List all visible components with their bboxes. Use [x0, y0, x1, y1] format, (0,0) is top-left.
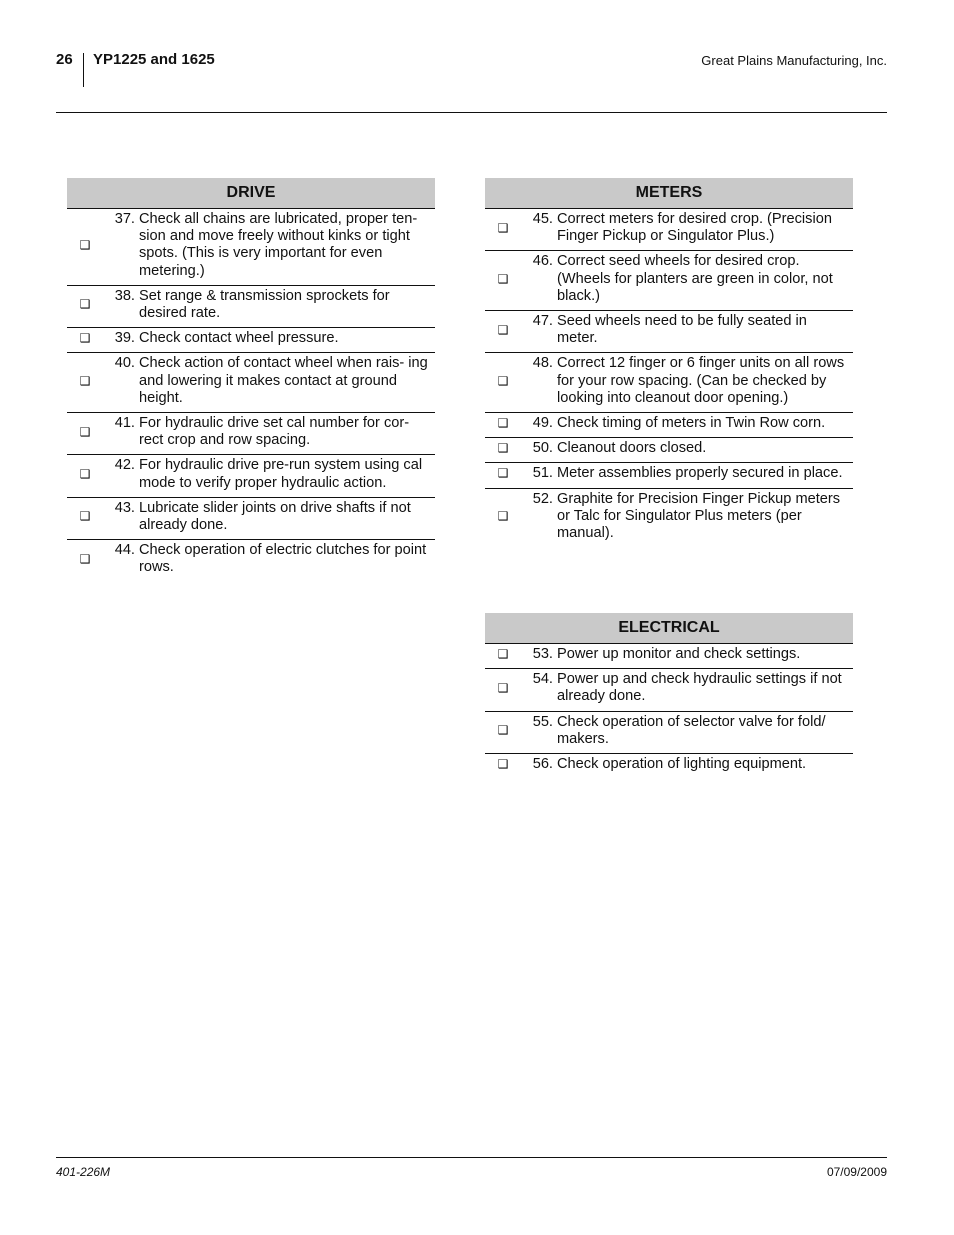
checklist-item [67, 328, 435, 353]
item-number: 46. [532, 253, 553, 270]
item-text: Correct meters for desired crop. (Precision Finger Pickup or Singulator Plus.) [557, 211, 832, 245]
item-text: Meter assemblies properly secured in place. [557, 465, 843, 482]
checklist-item [67, 413, 435, 455]
checkbox-icon[interactable]: ❑ [497, 680, 509, 695]
checkbox-icon[interactable]: ❑ [79, 237, 91, 252]
item-text: Check operation of lighting equipment. [557, 756, 807, 773]
checkbox-icon[interactable]: ❑ [79, 467, 91, 482]
item-text: Correct 12 finger or 6 finger units on all rows for your row spacing. (Can be checked by looking into cleanout door opening.) [557, 355, 845, 406]
checklist-item [67, 498, 435, 540]
item-number: 51. [532, 465, 553, 482]
checkbox-icon[interactable]: ❑ [79, 331, 91, 346]
item-text: For hydraulic drive set cal number for cor- rect crop and row spacing. [139, 415, 410, 449]
meters-checklist [485, 178, 853, 547]
checklist-item [485, 489, 853, 548]
item-number: 43. [114, 499, 135, 516]
header-rule [56, 112, 887, 113]
item-text: Cleanout doors closed. [557, 440, 707, 457]
item-number: 45. [532, 211, 553, 227]
checklist-item [67, 209, 435, 286]
footer-rule [56, 1157, 887, 1158]
item-number: 52. [532, 490, 553, 507]
electrical-checklist [485, 613, 853, 778]
item-text: Check operation of selector valve for fold/ makers. [557, 713, 826, 747]
checklist-item [485, 353, 853, 413]
checklist-item [485, 644, 853, 669]
checkbox-icon[interactable]: ❑ [497, 647, 509, 661]
item-number: 49. [532, 415, 553, 432]
page-number: 26 [56, 51, 73, 68]
item-text: For hydraulic drive pre-run system using cal mode to verify proper hydraulic action. [139, 457, 423, 491]
item-text: Check action of contact wheel when rais- ing and lowering it makes contact at ground height. [139, 355, 428, 406]
item-number: 54. [532, 671, 553, 688]
item-text: Power up monitor and check settings. [557, 646, 801, 662]
checkbox-icon[interactable]: ❑ [79, 509, 91, 524]
item-number: 37. [114, 211, 135, 227]
checklist-item [485, 251, 853, 311]
checklist-item [485, 209, 853, 251]
item-number: 40. [114, 355, 135, 372]
checkbox-icon[interactable]: ❑ [79, 373, 91, 388]
item-text: Check contact wheel pressure. [139, 330, 339, 347]
checklist-item [67, 455, 435, 497]
item-number: 41. [114, 415, 135, 432]
item-number: 47. [532, 313, 553, 330]
item-text: Seed wheels need to be fully seated in meter. [557, 313, 807, 347]
company-name: Great Plains Manufacturing, Inc. [701, 53, 887, 68]
electrical-section-title: ELECTRICAL [485, 613, 853, 644]
document-date: 07/09/2009 [826, 1165, 887, 1179]
checklist-item [485, 754, 853, 778]
checkbox-icon[interactable]: ❑ [497, 441, 509, 456]
checkbox-icon[interactable]: ❑ [497, 322, 509, 337]
item-text: Graphite for Precision Finger Pickup meters or Talc for Singulator Plus meters (per manual). [557, 490, 841, 542]
item-text: Set range & transmission sprockets for desired rate. [139, 287, 390, 322]
checklist-item [485, 463, 853, 488]
checkbox-icon[interactable]: ❑ [497, 723, 509, 738]
item-text: Check all chains are lubricated, proper ten- sion and move freely without kinks or tight spots. (This is very important for even metering.) [139, 211, 418, 279]
checkbox-icon[interactable]: ❑ [497, 466, 509, 481]
item-number: 50. [532, 440, 553, 457]
checkbox-icon[interactable]: ❑ [497, 373, 509, 388]
checklist-item [485, 413, 853, 438]
item-number: 42. [114, 457, 135, 474]
checklist-item [67, 286, 435, 328]
checklist-item [485, 669, 853, 711]
checklist-item [485, 311, 853, 353]
item-number: 56. [532, 756, 553, 773]
item-number: 53. [532, 646, 553, 662]
item-text: Lubricate slider joints on drive shafts if not already done. [139, 499, 411, 534]
meters-section-title: METERS [485, 178, 853, 209]
item-text: Correct seed wheels for desired crop. (Wheels for planters are green in color, not black.) [557, 253, 833, 304]
checklist-item [67, 540, 435, 581]
item-number: 38. [114, 287, 135, 304]
checkbox-icon[interactable]: ❑ [79, 424, 91, 439]
item-text: Power up and check hydraulic settings if not already done. [557, 671, 842, 705]
drive-checklist [67, 178, 435, 582]
item-number: 48. [532, 355, 553, 372]
item-text: Check operation of electric clutches for point rows. [139, 542, 427, 576]
item-number: 39. [114, 330, 135, 347]
document-code: 401-226M [56, 1165, 111, 1179]
page-header [56, 51, 887, 87]
header-divider [83, 53, 84, 87]
item-number: 55. [532, 713, 553, 730]
checklist-item [67, 353, 435, 413]
drive-section-title: DRIVE [67, 178, 435, 209]
item-text: Check timing of meters in Twin Row corn. [557, 415, 826, 432]
checkbox-icon[interactable]: ❑ [497, 757, 509, 772]
checkbox-icon[interactable]: ❑ [497, 220, 509, 235]
document-title: YP1225 and 1625 [93, 51, 215, 68]
checkbox-icon[interactable]: ❑ [79, 551, 91, 566]
checkbox-icon[interactable]: ❑ [497, 271, 509, 286]
checkbox-icon[interactable]: ❑ [497, 508, 509, 523]
checkbox-icon[interactable]: ❑ [79, 297, 91, 312]
checklist-item [485, 712, 853, 754]
checkbox-icon[interactable]: ❑ [497, 416, 509, 431]
item-number: 44. [114, 542, 135, 559]
checklist-item [485, 438, 853, 463]
